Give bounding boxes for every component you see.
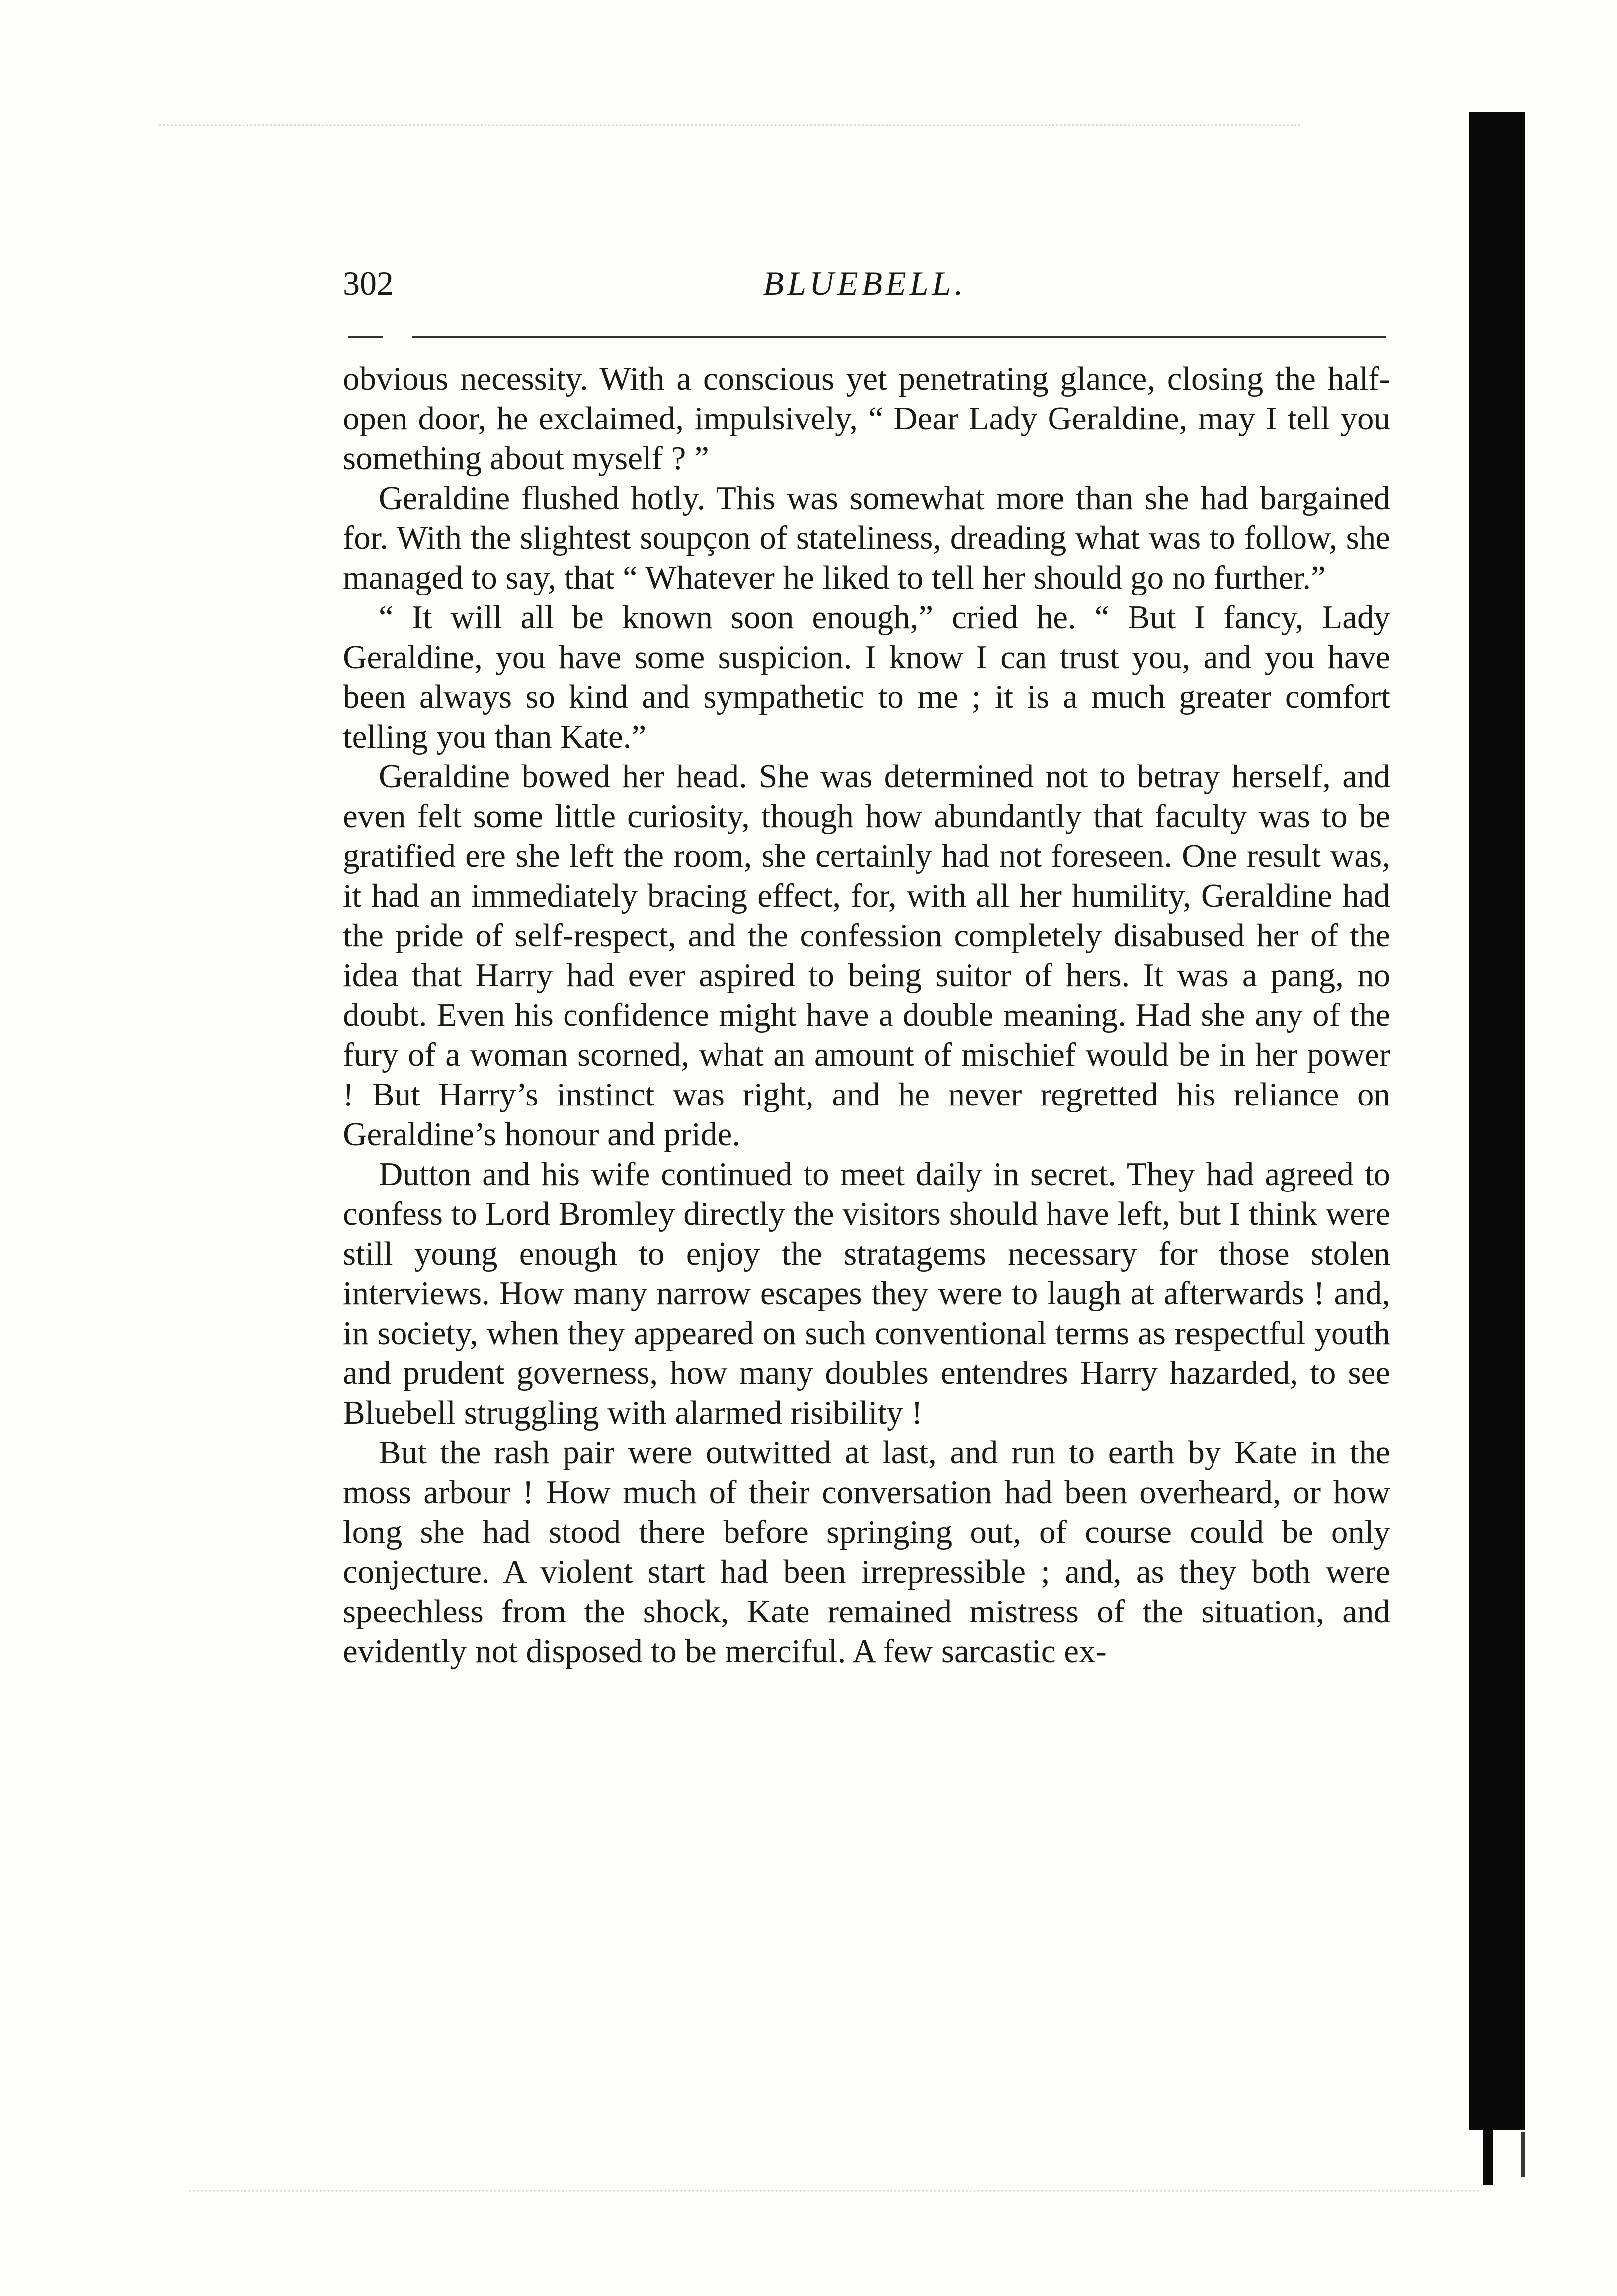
running-title: BLUEBELL.	[763, 264, 967, 302]
scan-edge-bar-tick	[1521, 2132, 1525, 2177]
scan-speckle-top	[159, 124, 1302, 126]
scan-edge-bar	[1469, 112, 1525, 2130]
paragraph-3: “ It will all be known soon enough,” cried he. “ But I fancy, Lady Geraldine, you have some suspicion. I know I can trust you, and you have been always so kind and sympathetic to me ; it is a much greater comfort telling you than Kate.”	[343, 599, 1390, 755]
paragraph-1: obvious necessity. With a conscious yet penetrating glance, closing the half-open door, he exclaimed, impulsively, “ Dear Lady Geraldine, may I tell you something about myself ? ”	[343, 360, 1390, 477]
body-text	[343, 359, 1390, 1671]
paragraph-2: Geraldine flushed hotly. This was somewhat more than she had bargained for. With the slightest soupçon of stateliness, dreading what was to follow, she managed to say, that “ Whatever he liked to tell her should go no further.”	[343, 480, 1390, 596]
page-number: 302	[343, 264, 394, 302]
header-rule-gap	[383, 332, 412, 341]
paragraph-6: But the rash pair were outwitted at last, and run to earth by Kate in the moss arbour ! How much of their conversation had been overheard, or how long she had stood there before springing out, of course could be only conjecture. A violent start had been irrepressible ; and, as they both were speechless from the shock, Kate remained mistress of the situation, and evidently not disposed to be merciful. A few sarcastic ex-	[343, 1434, 1390, 1670]
paragraph-4: Geraldine bowed her head. She was determined not to betray herself, and even felt some little curiosity, though how abundantly that faculty was to be gratified ere she left the room, she certainly had not foreseen. One result was, it had an immediately bracing effect, for, with all her humility, Geraldine had the pride of self-respect, and the confession completely disabused her of the idea that Harry had ever aspired to being suitor of hers. It was a pang, no doubt. Even his confidence might have a double meaning. Had she any of the fury of a woman scorned, what an amount of mischief would be in her power ! But Harry’s instinct was right, and he never regretted his reliance on Geraldine’s honour and pride.	[343, 758, 1390, 1153]
scan-speckle-bottom	[189, 2190, 1481, 2192]
scan-edge-bar-stub	[1483, 2130, 1493, 2185]
paragraph-5: Dutton and his wife continued to meet daily in secret. They had agreed to confess to Lord Bromley directly the visitors should have left, but I think were still young enough to enjoy the stratagems necessary for those stolen interviews. How many narrow escapes they were to laugh at afterwards ! and, in society, when they appeared on such conventional terms as respectful youth and prudent governess, how many doubles entendres Harry hazarded, to see Bluebell struggling with alarmed risibility !	[343, 1156, 1390, 1431]
page-header	[343, 261, 1386, 306]
header-rule	[348, 336, 1386, 338]
